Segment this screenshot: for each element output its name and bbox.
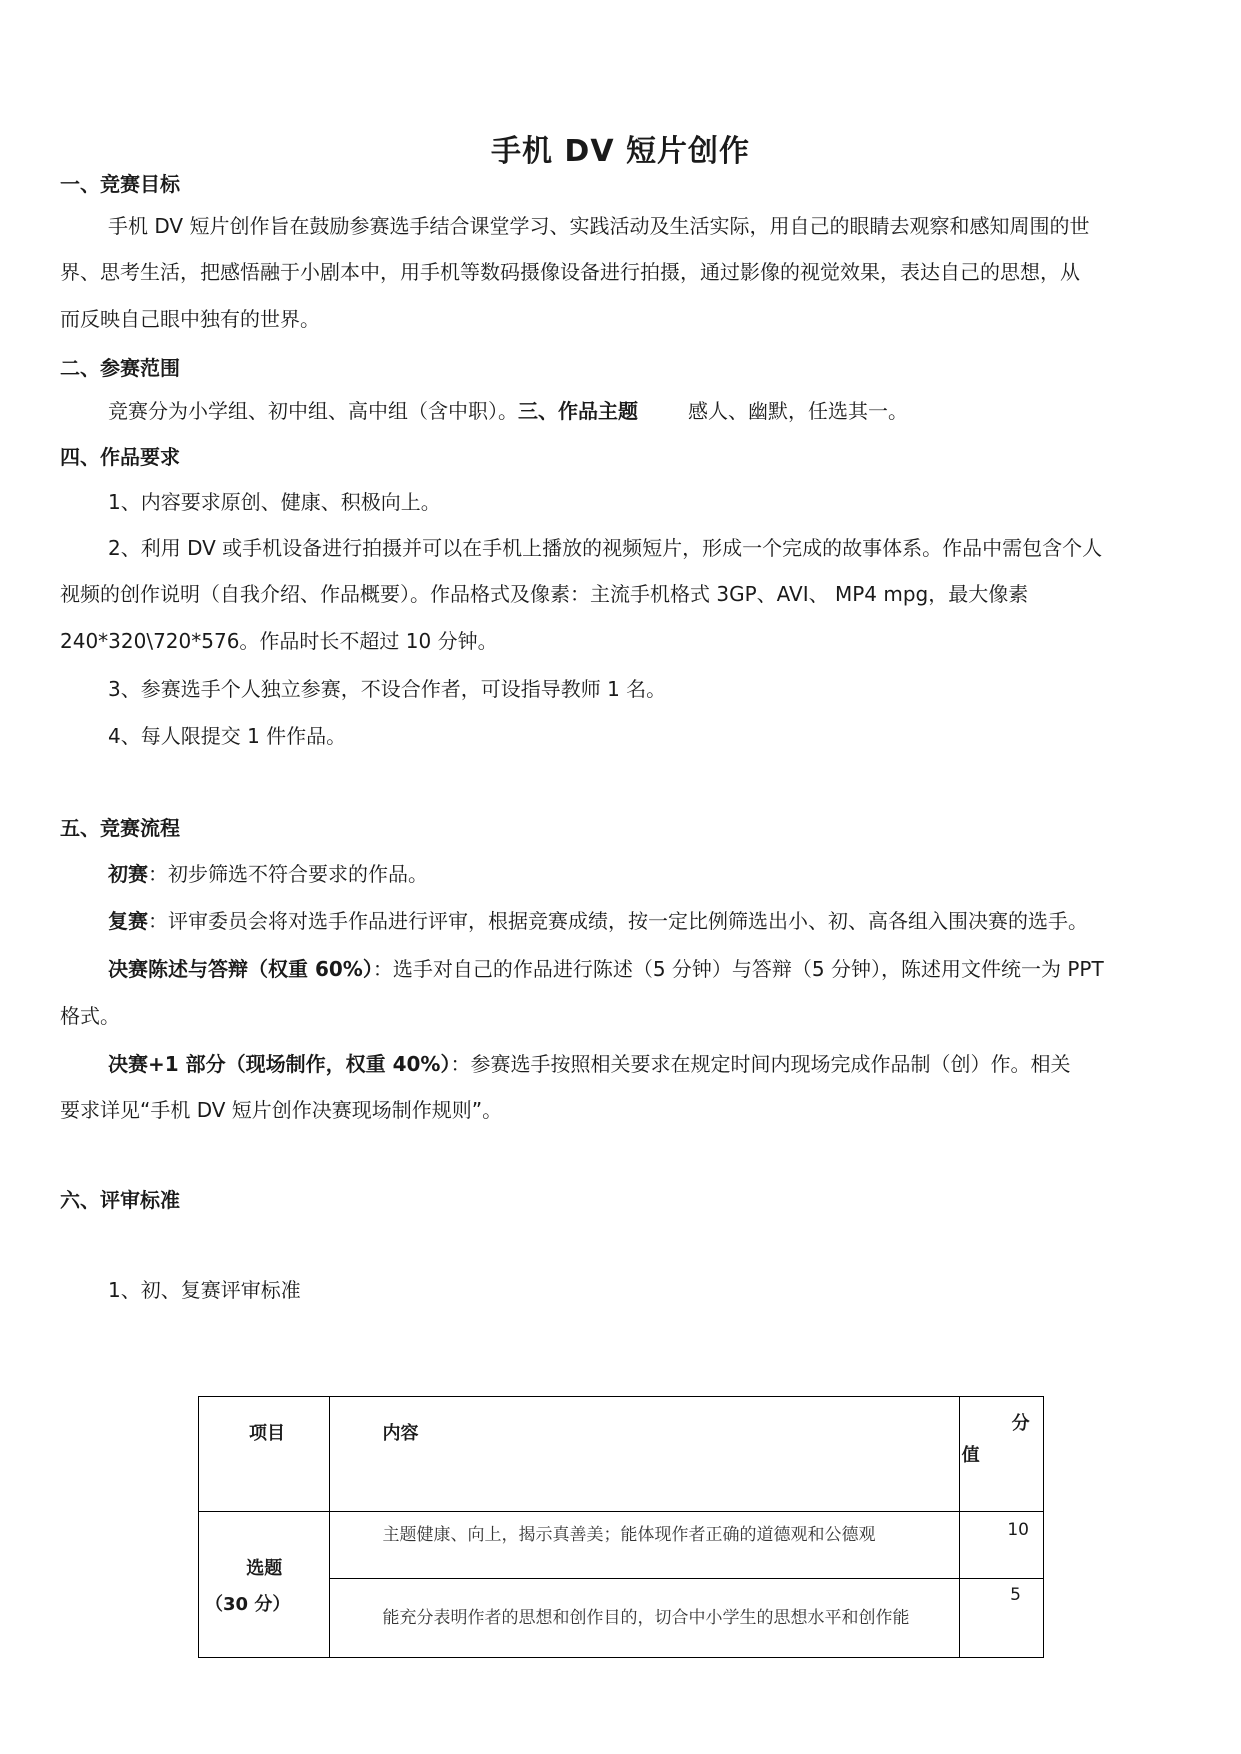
theme-text: 感人、幽默，任选其一。 (688, 399, 908, 423)
section-heading-requirements: 四、作品要求 (60, 445, 180, 469)
group-name: 选题 (246, 1557, 283, 1579)
paragraph-line: 手机 DV 短片创作旨在鼓励参赛选手结合课堂学习、实践活动及生活实际，用自己的眼睛去观察和感知周围的世 (108, 214, 1090, 238)
prelim-label: 初赛 (108, 862, 148, 886)
header-content: 内容 (330, 1397, 959, 1512)
final-onsite-label: 决赛+1 部分（现场制作，权重 40%） (108, 1052, 451, 1076)
semi-text: ：评审委员会将对选手作品进行评审，根据竞赛成绩，按一定比例筛选出小、初、高各组入围决赛的选手。 (148, 909, 1088, 933)
scope-text: 竞赛分为小学组、初中组、高中组（含中职）。 (108, 399, 518, 423)
requirement-item: 3、参赛选手个人独立参赛，不设合作者，可设指导教师 1 名。 (108, 677, 667, 701)
section-heading-scope: 二、参赛范围 (60, 356, 180, 380)
final-onsite-text: ：参赛选手按照相关要求在规定时间内现场完成作品制（创）作。相关 (450, 1052, 1071, 1076)
document-title: 手机 DV 短片创作 (490, 134, 750, 169)
process-final-onsite (108, 1048, 1070, 1077)
process-final-presentation-continued: 格式。 (60, 1004, 120, 1028)
criteria-content: 能充分表明作者的思想和创作目的，切合中小学生的思想水平和创作能 (330, 1579, 959, 1658)
process-final-presentation (108, 953, 1104, 982)
requirement-item: 1、内容要求原创、健康、积极向上。 (108, 490, 441, 514)
header-score-part2: 值 (961, 1445, 980, 1466)
criteria-content: 主题健康、向上，揭示真善美；能体现作者正确的道德观和公德观 (330, 1512, 959, 1579)
semi-label: 复赛 (108, 909, 148, 933)
process-prelim (108, 858, 428, 887)
table-row (199, 1512, 1044, 1579)
process-semi (108, 905, 1088, 934)
group-cell (199, 1512, 330, 1658)
paragraph-line: 而反映自己眼中独有的世界。 (60, 307, 320, 331)
criteria-subheading: 1、初、复赛评审标准 (108, 1278, 301, 1302)
paragraph-line: 界、思考生活，把感悟融于小剧本中，用手机等数码摄像设备进行拍摄，通过影像的视觉效果，表达自己的思想，从 (60, 260, 1080, 284)
section-heading-criteria: 六、评审标准 (60, 1188, 180, 1212)
process-final-onsite-continued: 要求详见“手机 DV 短片创作决赛现场制作规则”。 (60, 1098, 503, 1122)
criteria-score: 5 (959, 1579, 1043, 1658)
section-heading-goal: 一、竞赛目标 (60, 172, 180, 196)
header-score (959, 1397, 1043, 1512)
requirement-item: 2、利用 DV 或手机设备进行拍摄并可以在手机上播放的视频短片，形成一个完成的故事体系。作品中需包含个人 (108, 536, 1103, 560)
requirement-item: 4、每人限提交 1 件作品。 (108, 724, 347, 748)
final-presentation-text: ：选手对自己的作品进行陈述（5 分钟）与答辩（5 分钟），陈述用文件统一为 PPT (372, 957, 1104, 981)
requirement-item-continued: 视频的创作说明（自我介绍、作品概要）。作品格式及像素：主流手机格式 3GP、AVI、 MP4 mpg，最大像素 (60, 582, 1029, 606)
requirement-item-continued: 240*320\720*576。作品时长不超过 10 分钟。 (60, 629, 498, 653)
group-points: （30 分） (205, 1593, 291, 1615)
table-header-row (199, 1397, 1044, 1512)
section-heading-theme: 三、作品主题 (518, 399, 638, 423)
criteria-score: 10 (959, 1512, 1043, 1579)
final-presentation-label: 决赛陈述与答辩（权重 60%） (108, 957, 373, 981)
criteria-table (198, 1396, 1044, 1658)
prelim-text: ：初步筛选不符合要求的作品。 (148, 862, 428, 886)
header-item: 项目 (199, 1397, 330, 1512)
header-score-part1: 分 (1011, 1413, 1030, 1434)
section-heading-process: 五、竞赛流程 (60, 816, 180, 840)
scope-and-theme-line (108, 395, 908, 424)
